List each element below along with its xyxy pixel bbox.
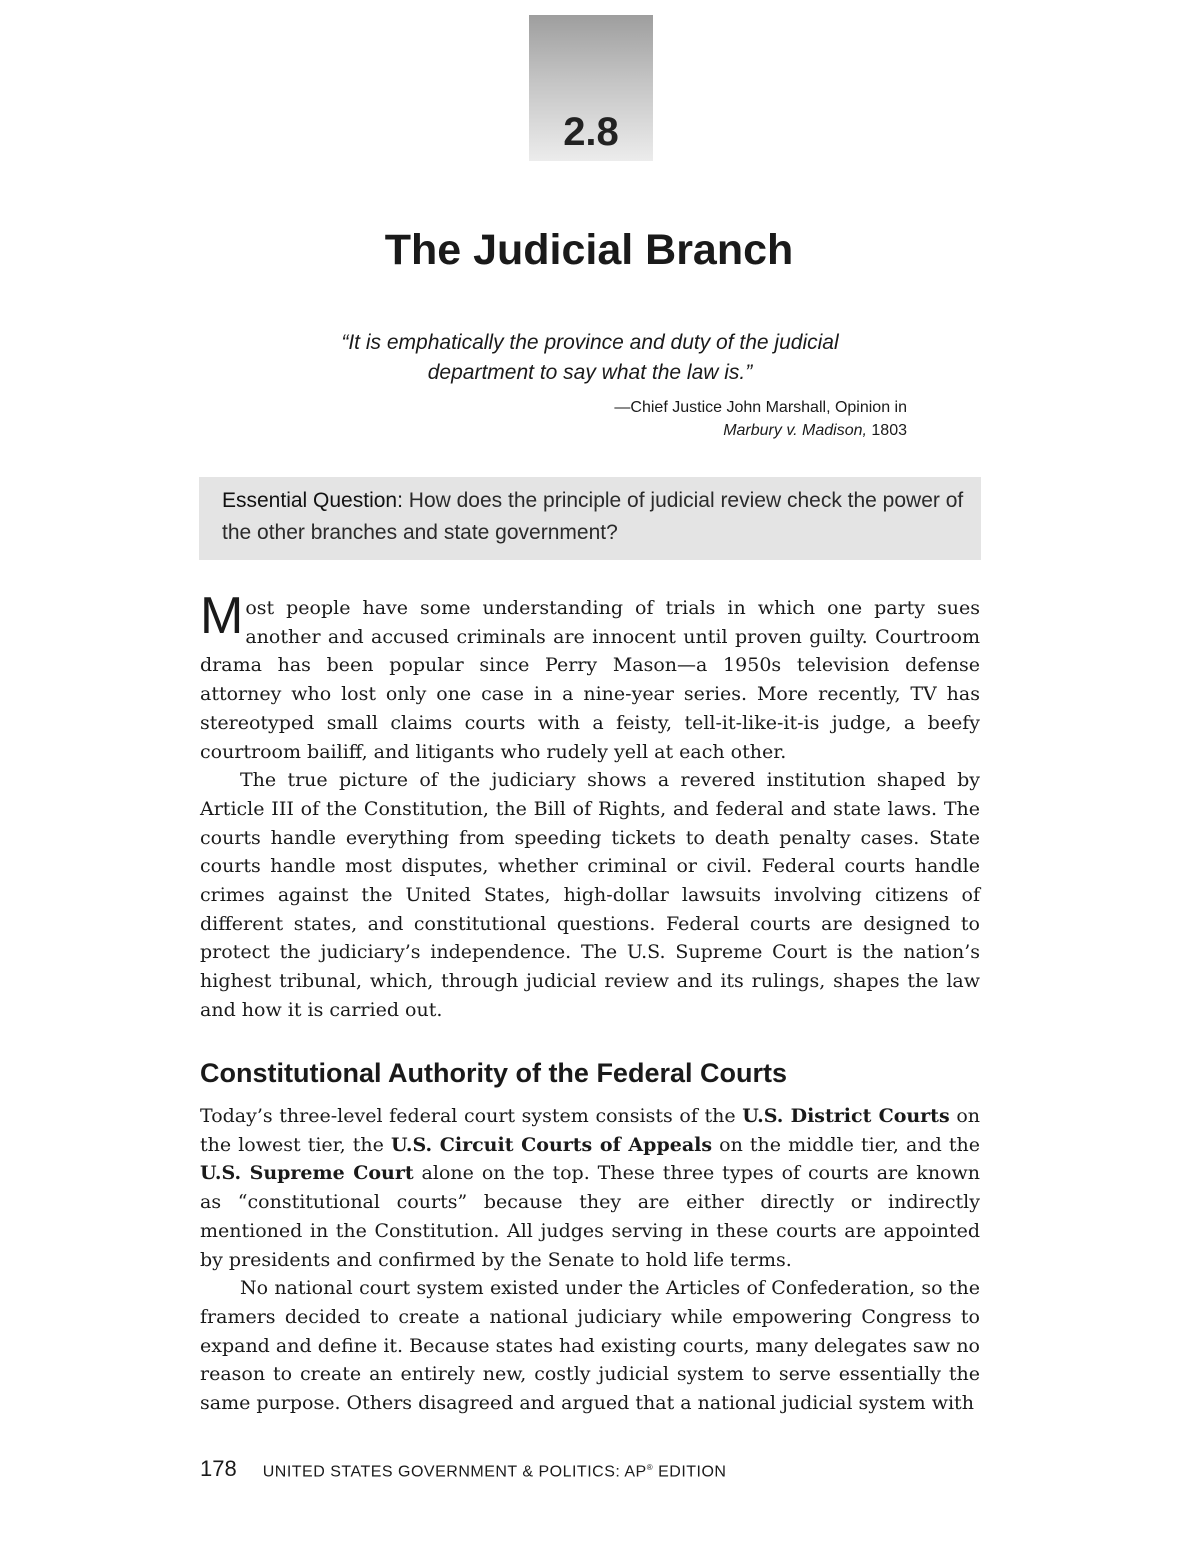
epigraph-quote xyxy=(280,328,900,388)
drop-cap: M xyxy=(200,587,244,645)
attribution-line-1: —Chief Justice John Marshall, Opinion in xyxy=(614,399,907,416)
authority-text xyxy=(200,1102,980,1418)
attribution-line-2 xyxy=(614,419,907,442)
authority-text-d: alone on the top. These three types of courts are known as “constitutional courts” because they are either directly or indirectly mentioned in the Constitution. All judges serving in these courts are appointed by presidents and confirmed by the Senate to hold life terms. xyxy=(200,1162,980,1271)
case-year: 1803 xyxy=(866,422,907,439)
authority-paragraph-1 xyxy=(200,1102,980,1274)
term-supreme-court: U.S. Supreme Court xyxy=(200,1162,414,1185)
essential-question-box xyxy=(199,477,981,560)
book-title xyxy=(263,1463,727,1481)
essential-question-label: Essential Question: xyxy=(222,489,403,512)
term-district-courts: U.S. District Courts xyxy=(742,1105,950,1127)
registered-mark: ® xyxy=(646,1462,654,1472)
section-heading: Constitutional Authority of the Federal Courts xyxy=(200,1058,787,1088)
authority-text-c: on the middle tier, and the xyxy=(712,1133,980,1156)
case-name: Marbury v. Madison, xyxy=(723,422,867,439)
term-circuit-courts: U.S. Circuit Courts of Appeals xyxy=(391,1133,713,1156)
essential-question-text: How does the principle of judicial review check the power of the other branches and state government? xyxy=(222,489,964,544)
edition-text: EDITION xyxy=(653,1463,727,1480)
chapter-title: The Judicial Branch xyxy=(384,226,794,274)
intro-paragraph-1 xyxy=(200,587,980,766)
page-number: 178 xyxy=(200,1456,237,1481)
intro-paragraph-1-text: ost people have some understanding of trials in which one party sues another and accused criminals are innocent until proven guilty. Courtroom drama has been popular since Perry Mason—a 1950s television defense attorney who lost only one case in a nine-year series. More recently, TV has stereotyped small claims courts with a feisty, tell-it-like-it-is judge, a beefy courtroom bailiff, and litigants who rudely yell at each other. xyxy=(200,597,980,763)
intro-paragraph-2: The true picture of the judiciary shows a revered institution shaped by Article III of the Constitution, the Bill of Rights, and federal and state laws. The courts handle everything from speeding tickets to death penalty cases. State courts handle most disputes, whether criminal or civil. Federal courts handle crimes against the United States, high-dollar lawsuits involving citizens of different states, and constitutional questions. Federal courts are designed to protect the judiciary’s independence. The U.S. Supreme Court is the nation’s highest tribunal, which, through judicial review and its rulings, shapes the law and how it is carried out. xyxy=(200,769,980,1021)
authority-paragraph-2: No national court system existed under the Articles of Confederation, so the framers decided to create a national judiciary while empowering Congress to expand and define it. Because states had existing courts, many delegates saw no reason to create an entirely new, costly judicial system to serve essentially the same purpose. Others disagreed and argued that a national judicial system with xyxy=(200,1277,980,1415)
authority-text-b: on the lowest tier, the xyxy=(200,1105,980,1156)
epigraph-line-2: department to say what the law is.” xyxy=(427,361,753,384)
intro-text xyxy=(200,587,980,1025)
section-tab xyxy=(529,15,653,161)
authority-text-a: Today’s three-level federal court system consists of the xyxy=(200,1105,743,1127)
epigraph-attribution xyxy=(614,396,907,442)
section-number: 2.8 xyxy=(563,110,619,154)
page-footer xyxy=(200,1456,726,1482)
epigraph-line-1: “It is emphatically the province and duty of the judicial xyxy=(341,331,839,354)
book-title-text: UNITED STATES GOVERNMENT & POLITICS: AP xyxy=(262,1463,647,1480)
